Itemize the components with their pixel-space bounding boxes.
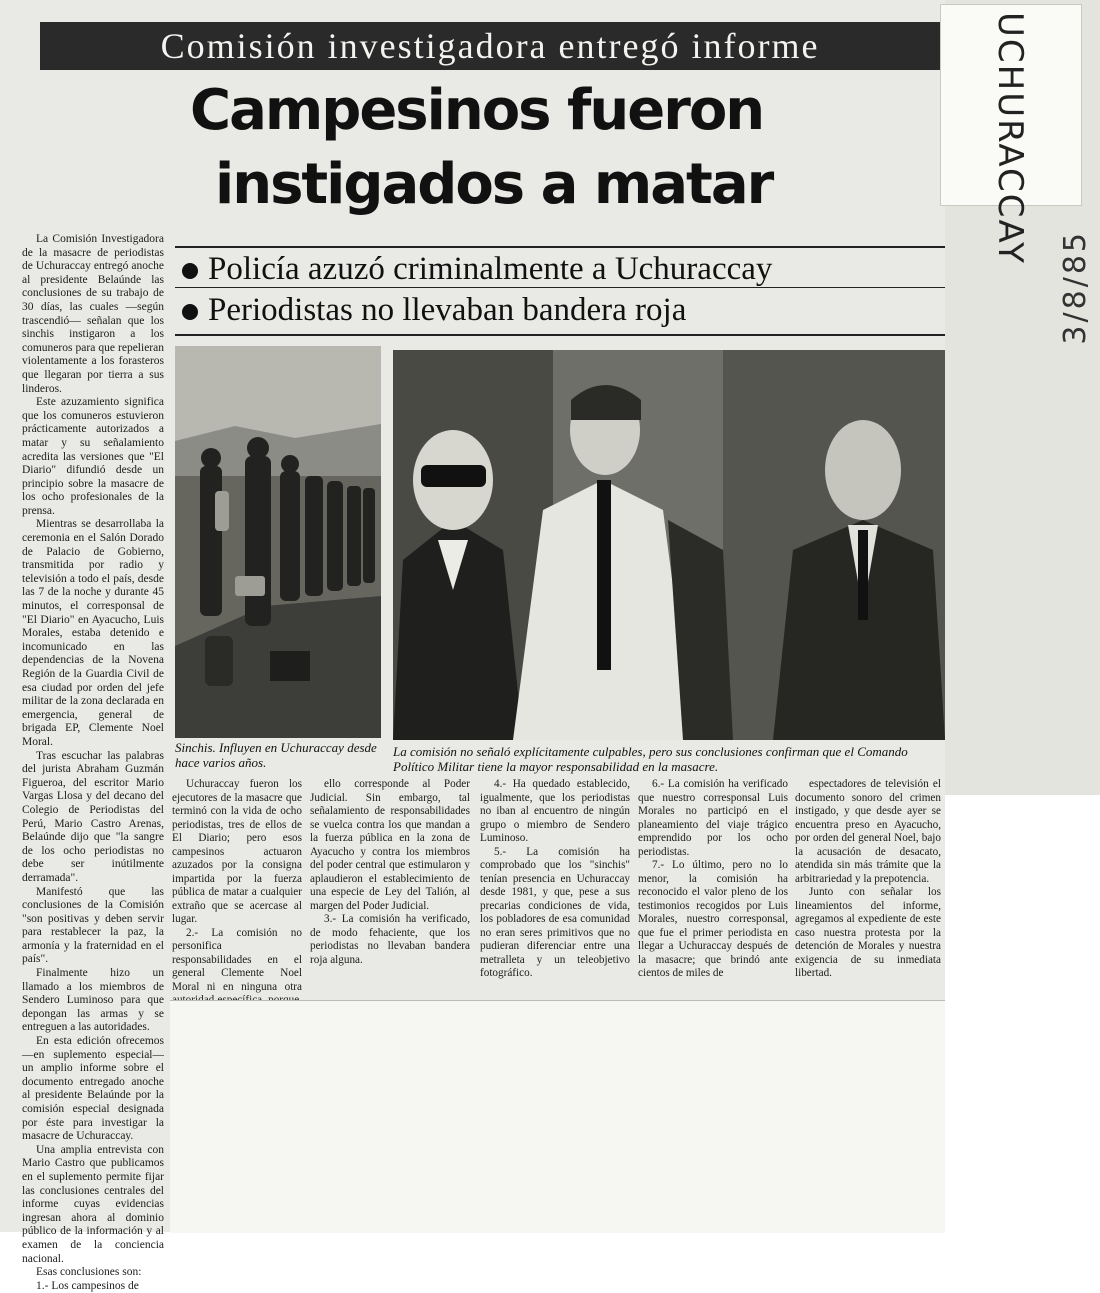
blank-paper-area <box>170 1000 945 1233</box>
article-column-5 <box>795 778 941 981</box>
rule-mid <box>175 287 945 288</box>
article-column-2 <box>310 778 470 967</box>
headline-line-2: instigados a matar <box>215 152 773 217</box>
paragraph: 2.- La comisión no personifica responsabilidades en el general Clemente Noel Moral ni en ninguna otra <box>172 926 302 993</box>
photo-sinchis <box>175 346 381 738</box>
caption-photo-1: Sinchis. Influyen en Uchuraccay desde hace varios años. <box>175 740 377 770</box>
handwritten-note: UCHURACCAY <box>990 12 1030 265</box>
margin-date: 3/8/85 <box>1058 230 1093 345</box>
subhead-2-text: Periodistas no llevaban bandera roja <box>208 292 687 328</box>
paragraph: 5.- La comisión ha comprobado que los "sinchis" tenían presencia en Uchuraccay desde 1981, y que, pese a sus precarias condiciones de vida, los pobladores de esa comunidad no eran seres primitivos que no pudieran diferenciar entre una metralleta y un teleobjetivo fotográfico. <box>480 845 630 979</box>
article-column-left <box>22 233 164 1293</box>
paragraph: Esas conclusiones son: <box>36 1266 142 1279</box>
paragraph: Este azuzamiento significa que los comuneros estuvieron prácticamente autorizados a matar y su señalamiento acredita las versiones que "El Diario" difundió desde un principio sobre la masacre de los ocho profesionales de la prensa. <box>22 396 164 517</box>
soldiers-photo-graphic <box>175 346 381 738</box>
headline-line-1: Campesinos fueron <box>190 78 764 143</box>
subhead-2 <box>182 292 686 329</box>
article-column-3 <box>480 778 630 981</box>
caption-photo-2: La comisión no señaló explícitamente culpables, pero sus conclusiones confirman que el Comando Político Militar tiene la mayor responsabilidad en la masacre. <box>393 744 908 774</box>
rule-bottom <box>175 334 945 336</box>
subhead-1-text: Policía azuzó criminalmente a Uchuraccay <box>208 251 773 287</box>
paragraph: Una amplia entrevista con Mario Castro que publicamos en el suplemento permite fijar las conclusiones centrales del informe cuyas evidencias ingresan ahora al dominio público de la información y al examen de la conciencia nacional. <box>22 1143 164 1265</box>
paragraph: 3.- La comisión ha verificado, de modo fehaciente, que los periodistas no llevaban bandera roja alguna. <box>310 913 470 966</box>
article-column-4 <box>638 778 788 981</box>
paragraph: Tras escuchar las palabras del jurista Abraham Guzmán Figueroa, del escritor Mario Vargas Llosa y del decano del Colegio de Periodistas del Perú, Mario Castro Arenas, Belaúnde dijo que "la sangre de los ocho periodistas no debe ser inútilmente derramada". <box>22 749 164 884</box>
paragraph: Finalmente hizo un llamado a los miembros de Sendero Luminoso para que depongan las armas y se entreguen a las autoridades. <box>22 967 164 1034</box>
commission-photo-graphic <box>393 350 945 740</box>
paragraph: La Comisión Investigadora de la masacre de periodistas de Uchuraccay entregó anoche al presidente Belaúnde las conclusiones de su trabajo de 30 días, las cuales —según trascendió— señalan que los sinchis instigaron a los comuneros para que repelieran violentamente a los forasteros que llegaran por tierra a sus linderos. <box>22 233 164 395</box>
subhead-1 <box>182 251 772 288</box>
paragraph: 6.- La comisión ha verificado que nuestro corresponsal Luis Morales no participó en el planeamiento del viaje trágico emprendido por los ocho periodistas. <box>638 778 788 858</box>
paragraph: 1.- Los campesinos de <box>36 1279 139 1292</box>
paragraph: 7.- Lo último, pero no lo menor, la comisión ha reconocido el valor pleno de los testimonios recogidos por Luis Morales, nuestro corresponsal, que fue el primer periodista en llegar a Uchuraccay después de la masacre; que brindó ante cientos de miles de <box>638 859 788 979</box>
paragraph: 4.- Ha quedado establecido, igualmente, que los periodistas no iban al encuentro de ningún grupo o miembro de Sendero Luminoso. <box>480 778 630 844</box>
paragraph: Manifestó que las conclusiones de la Comisión "son positivas y deben servir para restablecer la paz, la armonía y la fraternidad en el país". <box>22 885 164 966</box>
paragraph: ello corresponde al Poder Judicial. Sin embargo, tal señalamiento de responsabilidades se vuelca contra los que mandan a la fuerza pública en la zona de Ayacucho y contra los miembros del poder central que estimularon y aplaudieron el establecimiento de una especie de Ley del Talión, al margen del Poder Judicial. <box>310 778 470 912</box>
article-column-1 <box>172 778 302 1035</box>
photo-commission <box>393 350 945 740</box>
rule-top <box>175 246 945 248</box>
paragraph: Uchuraccay fueron los ejecutores de la masacre que terminó con la vida de ocho periodistas, tres de ellos de El Diario; pero esos campesinos actuaron azuzados por la consigna impartida por la fuerza pública de matar a cualquier extraño que se acercase al lugar. <box>172 778 302 925</box>
bullet-icon <box>182 304 198 320</box>
bullet-icon <box>182 263 198 279</box>
paragraph: En esta edición ofrecemos —en suplemento especial— un amplio informe sobre el documento entregado anoche al presidente Belaúnde por la comisión especial designada por éste para investigar la masacre de Uchuraccay. <box>22 1035 164 1143</box>
paragraph: Mientras se desarrollaba la ceremonia en el Salón Dorado de Palacio de Gobierno, transmitida por radio y televisión a todo el país, desde las 7 de la noche y durante 45 minutos, el corresponsal de "El Diario" en Ayacucho, Luis Morales, estaba detenido e incomunicado en las dependencias de la Novena Región de la Guardia Civil de esa ciudad por orden del jefe militar de la zona declarada en emergencia, general de brigada EP, Clemente Noel Moral. <box>22 518 164 748</box>
paragraph: Junto con señalar los lineamientos del informe, agregamos al expediente de este caso nuestra protesta por la detención de Morales y nuestra exigencia de su inmediata libertad. <box>795 886 941 979</box>
paragraph: espectadores de televisión el documento sonoro del crimen instigado, y que desde ayer se encuentra preso en Ayacucho, por orden del general Noel, bajo la acusación de desacato, atendida sin más trámite que la arbitrariedad y la prepotencia. <box>795 778 941 885</box>
banner-text: Comisión investigadora entregó informe <box>160 26 820 66</box>
